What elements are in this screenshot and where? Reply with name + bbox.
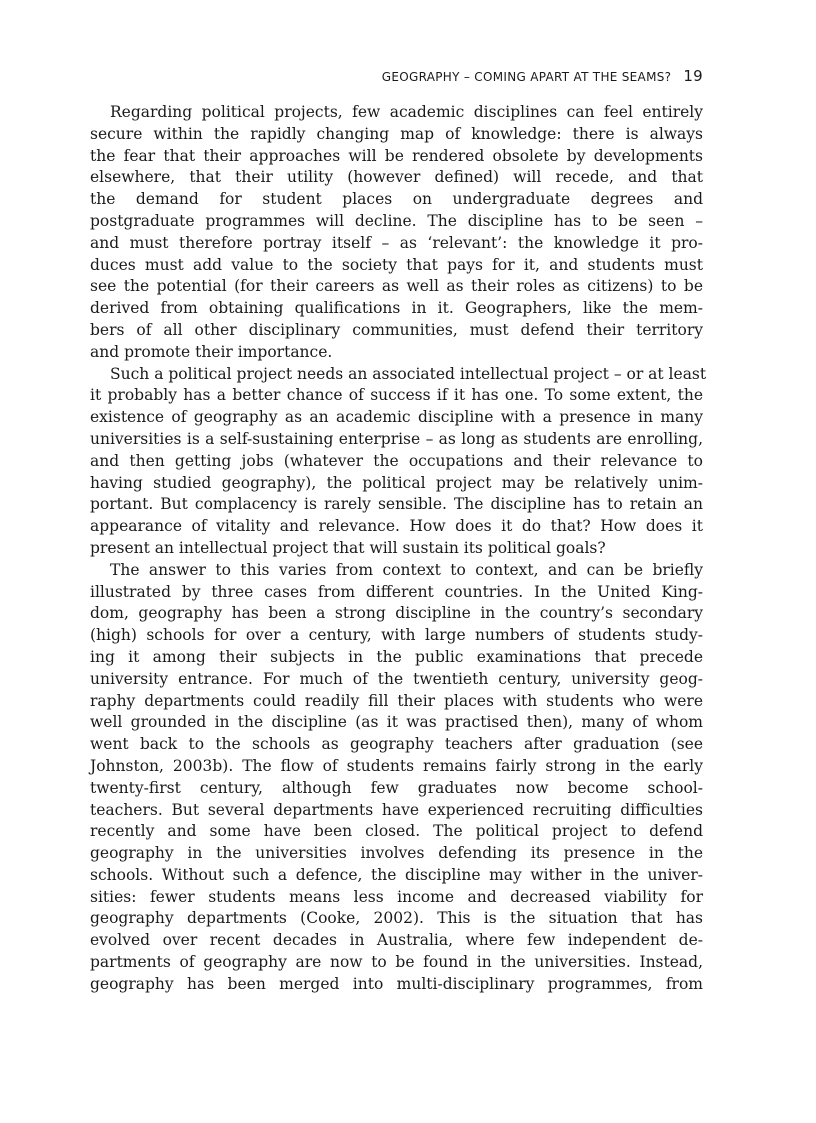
text-line: secure within the rapidly changing map of knowledge: there is always [90,124,703,143]
text-line: ing it among their subjects in the public examinations that precede [90,647,703,666]
text-line: universities is a self-sustaining enterprise – as long as students are enrolling, [90,429,703,448]
text-line: teachers. But several departments have experienced recruiting difficulties [90,800,703,819]
text-line: geography departments (Cooke, 2002). This is the situation that has [90,909,703,928]
text-line: geography in the universities involves defending its presence in the [90,844,703,863]
text-line: existence of geography as an academic discipline with a presence in many [90,408,703,427]
text-line: went back to the schools as geography teachers after graduation (see [90,735,703,754]
text-line: geography has been merged into multi-disciplinary programmes, from [90,974,703,993]
paragraph [90,102,703,364]
text-line: duces must add value to the society that pays for it, and students must [90,255,703,274]
text-line: and must therefore portray itself – as ‘relevant’: the knowledge it pro- [90,233,703,252]
text-line: derived from obtaining qualifications in it. Geographers, like the mem- [90,299,703,318]
text-line: university entrance. For much of the twentieth century, university geog- [90,669,703,688]
text-line: having studied geography), the political project may be relatively unim- [90,473,703,492]
text-line: portant. But complacency is rarely sensible. The discipline has to retain an [90,495,703,514]
running-title: GEOGRAPHY – COMING APART AT THE SEAMS? [381,70,672,84]
paragraph [90,560,703,996]
paragraph [90,364,707,560]
running-head [90,67,703,93]
text-line: and then getting jobs (whatever the occupations and their relevance to [90,451,703,470]
text-line: the fear that their approaches will be rendered obsolete by developments [90,146,703,165]
text-line: recently and some have been closed. The political project to defend [90,822,703,841]
text-line: partments of geography are now to be found in the universities. Instead, [90,953,703,972]
text-line: raphy departments could readily fill their places with students who were [90,691,703,710]
text-line: illustrated by three cases from different countries. In the United King- [90,582,703,601]
text-line: the demand for student places on undergraduate degrees and [90,190,703,209]
text-line: it probably has a better chance of success if it has one. To some extent, the [90,386,703,405]
text-line: and promote their importance. [90,342,333,361]
text-line: (high) schools for over a century, with large numbers of students study- [90,626,703,645]
page [90,62,707,996]
body-text [90,102,707,996]
text-line: well grounded in the discipline (as it was practised then), many of whom [90,713,703,732]
text-line: dom, geography has been a strong discipline in the country’s secondary [90,604,703,623]
text-line: see the potential (for their careers as well as their roles as citizens) to be [90,277,703,296]
text-line: Such a political project needs an associated intellectual project – or at least [110,364,707,383]
text-line: Regarding political projects, few academic disciplines can feel entirely [110,103,703,121]
text-line: postgraduate programmes will decline. The discipline has to be seen – [90,211,703,230]
text-line: sities: fewer students means less income and decreased viability for [90,887,703,906]
text-line: appearance of vitality and relevance. How does it do that? How does it [90,517,703,536]
text-line: The answer to this varies from context to context, and can be briefly [110,560,703,579]
text-line: present an intellectual project that will sustain its political goals? [90,538,606,557]
text-line: twenty-first century, although few graduates now become school- [90,778,703,797]
text-line: Johnston, 2003b). The flow of students remains fairly strong in the early [90,756,703,775]
text-line: elsewhere, that their utility (however defined) will recede, and that [90,168,703,187]
text-line: evolved over recent decades in Australia, where few independent de- [90,931,703,950]
text-line: bers of all other disciplinary communities, must defend their territory [90,320,703,339]
text-line: schools. Without such a defence, the discipline may wither in the univer- [90,865,703,884]
page-number: 19 [683,67,703,85]
